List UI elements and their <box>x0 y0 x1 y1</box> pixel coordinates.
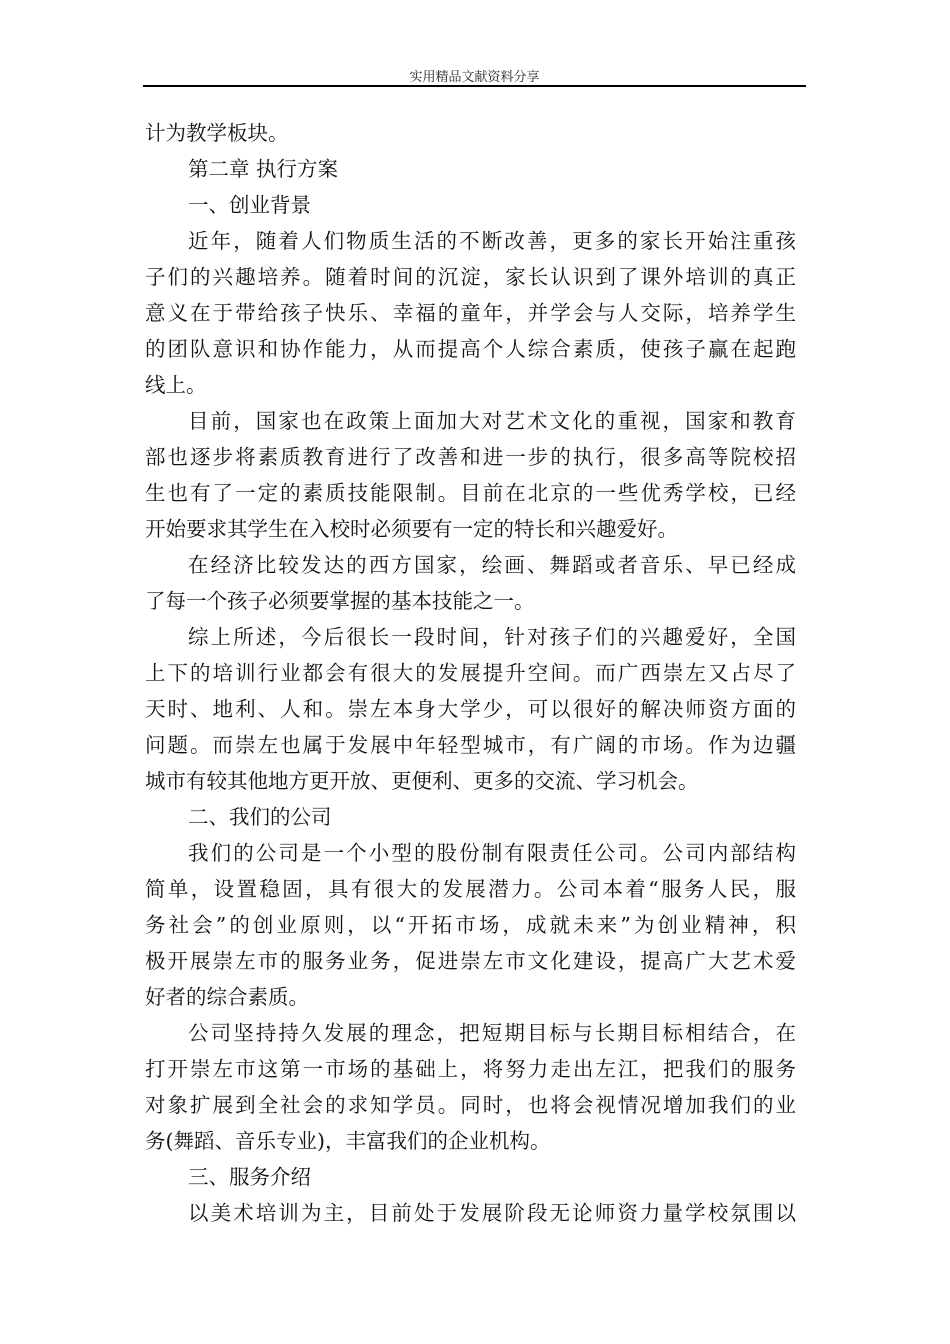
page-header-title: 实用精品文献资料分享 <box>409 70 540 85</box>
text-line: 意义在于带给孩子快乐、幸福的童年，并学会与人交际，培养学生 <box>145 301 796 325</box>
text-line: 问题。而崇左也属于发展中年轻型城市，有广阔的市场。作为边疆 <box>145 733 796 757</box>
text-line: 近年，随着人们物质生活的不断改善，更多的家长开始注重孩 <box>188 229 796 253</box>
text-line: 城市有较其他地方更开放、更便利、更多的交流、学习机会。 <box>145 769 699 793</box>
text-line: 极开展崇左市的服务业务，促进崇左市文化建设，提高广大艺术爱 <box>145 949 796 973</box>
text-line: 生也有了一定的素质技能限制。目前在北京的一些优秀学校，已经 <box>145 481 796 505</box>
text-line: 务社会”的创业原则，以“开拓市场，成就未来”为创业精神，积 <box>145 913 796 937</box>
text-line: 天时、地利、人和。崇左本身大学少，可以很好的解决师资方面的 <box>145 697 796 721</box>
text-line: 二、我们的公司 <box>188 805 332 829</box>
text-line: 对象扩展到全社会的求知学员。同时，也将会视情况增加我们的业 <box>145 1093 796 1117</box>
text-line: 的团队意识和协作能力，从而提高个人综合素质，使孩子赢在起跑 <box>145 337 796 361</box>
header-divider <box>143 85 806 87</box>
text-line: 子们的兴趣培养。随着时间的沉淀，家长认识到了课外培训的真正 <box>145 265 796 289</box>
text-line: 简单，设置稳固，具有很大的发展潜力。公司本着“服务人民，服 <box>145 877 796 901</box>
text-line: 开始要求其学生在入校时必须要有一定的特长和兴趣爱好。 <box>145 517 678 541</box>
text-line: 务(舞蹈、音乐专业)，丰富我们的企业机构。 <box>145 1129 551 1153</box>
text-line: 线上。 <box>145 373 207 397</box>
text-line: 上下的培训行业都会有很大的发展提升空间。而广西崇左又占尽了 <box>145 661 796 685</box>
text-line: 一、创业背景 <box>188 193 311 217</box>
text-line: 在经济比较发达的西方国家，绘画、舞蹈或者音乐、早已经成 <box>188 553 796 577</box>
text-line: 我们的公司是一个小型的股份制有限责任公司。公司内部结构 <box>188 841 796 865</box>
text-line: 综上所述，今后很长一段时间，针对孩子们的兴趣爱好，全国 <box>188 625 796 649</box>
text-line: 打开崇左市这第一市场的基础上，将努力走出左江，把我们的服务 <box>145 1057 796 1081</box>
text-line: 了每一个孩子必须要掌握的基本技能之一。 <box>145 589 535 613</box>
document-body <box>145 115 796 1231</box>
text-line: 计为教学板块。 <box>145 121 289 145</box>
text-line: 以美术培训为主，目前处于发展阶段无论师资力量学校氛围以 <box>188 1201 796 1225</box>
text-line: 第二章 执行方案 <box>188 157 339 181</box>
text-line: 部也逐步将素质教育进行了改善和进一步的执行，很多高等院校招 <box>145 445 796 469</box>
text-line: 公司坚持持久发展的理念，把短期目标与长期目标相结合，在 <box>188 1021 796 1045</box>
text-line: 好者的综合素质。 <box>145 985 309 1009</box>
text-line: 三、服务介绍 <box>188 1165 311 1189</box>
text-line: 目前，国家也在政策上面加大对艺术文化的重视，国家和教育 <box>188 409 796 433</box>
